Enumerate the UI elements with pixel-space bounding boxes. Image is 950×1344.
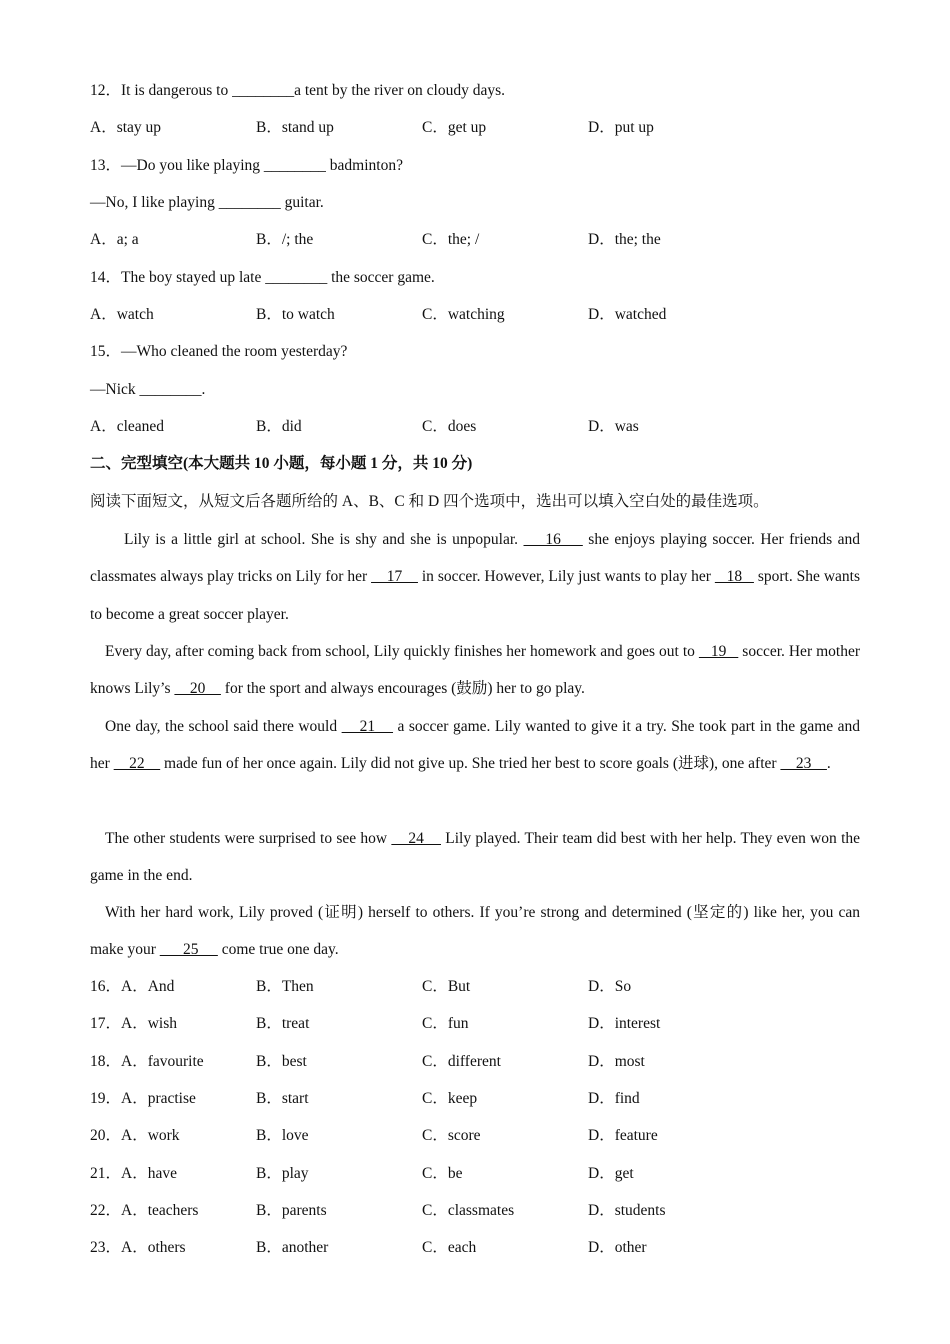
choice-20-c: C．score xyxy=(422,1127,481,1144)
choice-21-c: C．be xyxy=(422,1165,463,1182)
q15-option-d: D．was xyxy=(588,418,639,435)
passage-paragraph-1 xyxy=(90,521,860,633)
choice-18-b: B．best xyxy=(256,1053,307,1070)
choice-20-d: D．feature xyxy=(588,1127,658,1144)
blank-17: 17 xyxy=(371,568,418,586)
q14-option-a: A．watch xyxy=(90,306,154,323)
q15-option-a: A．cleaned xyxy=(90,418,165,435)
q12-option-a: A．stay up xyxy=(90,119,162,136)
choice-16-a: 16．A．And xyxy=(90,978,175,995)
choice-18-c: C．different xyxy=(422,1053,501,1070)
blank-21: 21 xyxy=(341,718,394,735)
p2-text-1: Every day, after coming back from school, Lily quickly finishes her homework and goes out to xyxy=(105,643,699,660)
p3-text-4: . xyxy=(826,755,831,773)
choice-17-a: 17．A．wish xyxy=(90,1015,177,1032)
p3-text-1: One day, the school said there would xyxy=(105,718,342,735)
choice-17-c: C．fun xyxy=(422,1015,469,1032)
blank-25: 25 xyxy=(159,941,218,959)
choice-20-a: 20．A．work xyxy=(90,1127,180,1144)
q12-option-c: C．get up xyxy=(422,119,487,136)
choice-18-a: 18．A．favourite xyxy=(90,1053,204,1070)
choice-17-b: B．treat xyxy=(256,1015,310,1032)
p2-text-2: soccer. Her mother knows Lily’s xyxy=(90,643,860,698)
passage-paragraph-4 xyxy=(90,820,860,895)
q14-option-b: B．to watch xyxy=(256,306,335,323)
choice-21-b: B．play xyxy=(256,1165,309,1182)
passage-paragraph-3 xyxy=(90,708,860,783)
section-2-instruction: 阅读下面短文，从短文后各题所给的 A、B、C 和 D 四个选项中，选出可以填入空白处的最佳选项。 xyxy=(90,493,769,510)
choice-22-b: B．parents xyxy=(256,1202,327,1219)
choice-21-a: 21．A．have xyxy=(90,1165,177,1182)
q13-option-c: C．the; / xyxy=(422,231,480,248)
p1-text-1: Lily is a little girl at school. She is shy and she is unpopular. xyxy=(124,531,524,548)
p1-text-3: in soccer. However, Lily just wants to play her xyxy=(417,568,715,586)
q12-option-d: D．put up xyxy=(588,119,654,136)
p3-text-3: made fun of her once again. Lily did not give up. She tried her best to score goals (进球), one after xyxy=(160,755,781,773)
choice-19-d: D．find xyxy=(588,1090,640,1107)
question-13-stem-line2: —No, I like playing ________ guitar. xyxy=(90,194,324,211)
p2-text-3: for the sport and always encourages (鼓励) her to go play. xyxy=(220,680,585,698)
q15-option-b: B．did xyxy=(256,418,302,435)
choice-22-a: 22．A．teachers xyxy=(90,1202,199,1219)
choice-16-b: B．Then xyxy=(256,978,314,995)
choice-18-d: D．most xyxy=(588,1053,645,1070)
p4-text-2: Lily played. Their team did best with her help. They even won the game in the end. xyxy=(90,830,860,885)
choice-16-d: D．So xyxy=(588,978,632,995)
choice-17-d: D．interest xyxy=(588,1015,661,1032)
choice-22-d: D．students xyxy=(588,1202,666,1219)
question-15-stem: 15．—Who cleaned the room yesterday? xyxy=(90,343,348,360)
choice-23-b: B．another xyxy=(256,1239,329,1256)
passage-paragraph-2 xyxy=(90,633,860,708)
choice-16-c: C．But xyxy=(422,978,471,995)
choice-21-d: D．get xyxy=(588,1165,634,1182)
blank-23: 23 xyxy=(780,755,827,773)
blank-20: 20 xyxy=(174,680,221,698)
choice-23-c: C．each xyxy=(422,1239,477,1256)
q12-option-b: B．stand up xyxy=(256,119,334,136)
choice-19-b: B．start xyxy=(256,1090,309,1107)
q13-option-d: D．the; the xyxy=(588,231,661,248)
choice-22-c: C．classmates xyxy=(422,1202,515,1219)
p4-text-1: The other students were surprised to see how xyxy=(105,830,392,847)
passage-paragraph-5 xyxy=(90,894,860,969)
choice-19-a: 19．A．practise xyxy=(90,1090,196,1107)
choice-23-d: D．other xyxy=(588,1239,647,1256)
p1-text-4: sport. She wants to become a great soccer player. xyxy=(90,568,860,623)
blank-18: 18 xyxy=(714,568,754,586)
q14-option-c: C．watching xyxy=(422,306,505,323)
choice-23-a: 23．A．others xyxy=(90,1239,186,1256)
choice-19-c: C．keep xyxy=(422,1090,478,1107)
section-2-title: 二、完型填空(本大题共 10 小题，每小题 1 分，共 10 分) xyxy=(90,455,473,472)
question-14-stem: 14．The boy stayed up late ________ the soccer game. xyxy=(90,269,435,286)
q14-option-d: D．watched xyxy=(588,306,667,323)
p5-text-1: With her hard work, Lily proved (证明) herself to others. If you’re strong and determined (坚定的) like her, you can make your xyxy=(90,904,860,959)
question-12-stem: 12．It is dangerous to ________a tent by the river on cloudy days. xyxy=(90,82,505,99)
question-13-stem: 13．—Do you like playing ________ badminton? xyxy=(90,157,403,174)
q15-option-c: C．does xyxy=(422,418,477,435)
blank-24: 24 xyxy=(391,830,441,847)
p5-text-2: come true one day. xyxy=(217,941,339,959)
q13-option-a: A．a; a xyxy=(90,231,139,248)
q13-option-b: B．/; the xyxy=(256,231,314,248)
p3-text-2: a soccer game. Lily wanted to give it a try. She took part in the game and her xyxy=(90,718,861,773)
question-15-stem-line2: —Nick ________. xyxy=(90,381,206,398)
blank-19: 19 xyxy=(698,643,739,660)
blank-16: 16 xyxy=(523,531,583,548)
choice-20-b: B．love xyxy=(256,1127,309,1144)
p1-text-2: she enjoys playing soccer. Her friends and classmates always play tricks on Lily for her xyxy=(90,531,861,586)
blank-22: 22 xyxy=(113,755,161,773)
